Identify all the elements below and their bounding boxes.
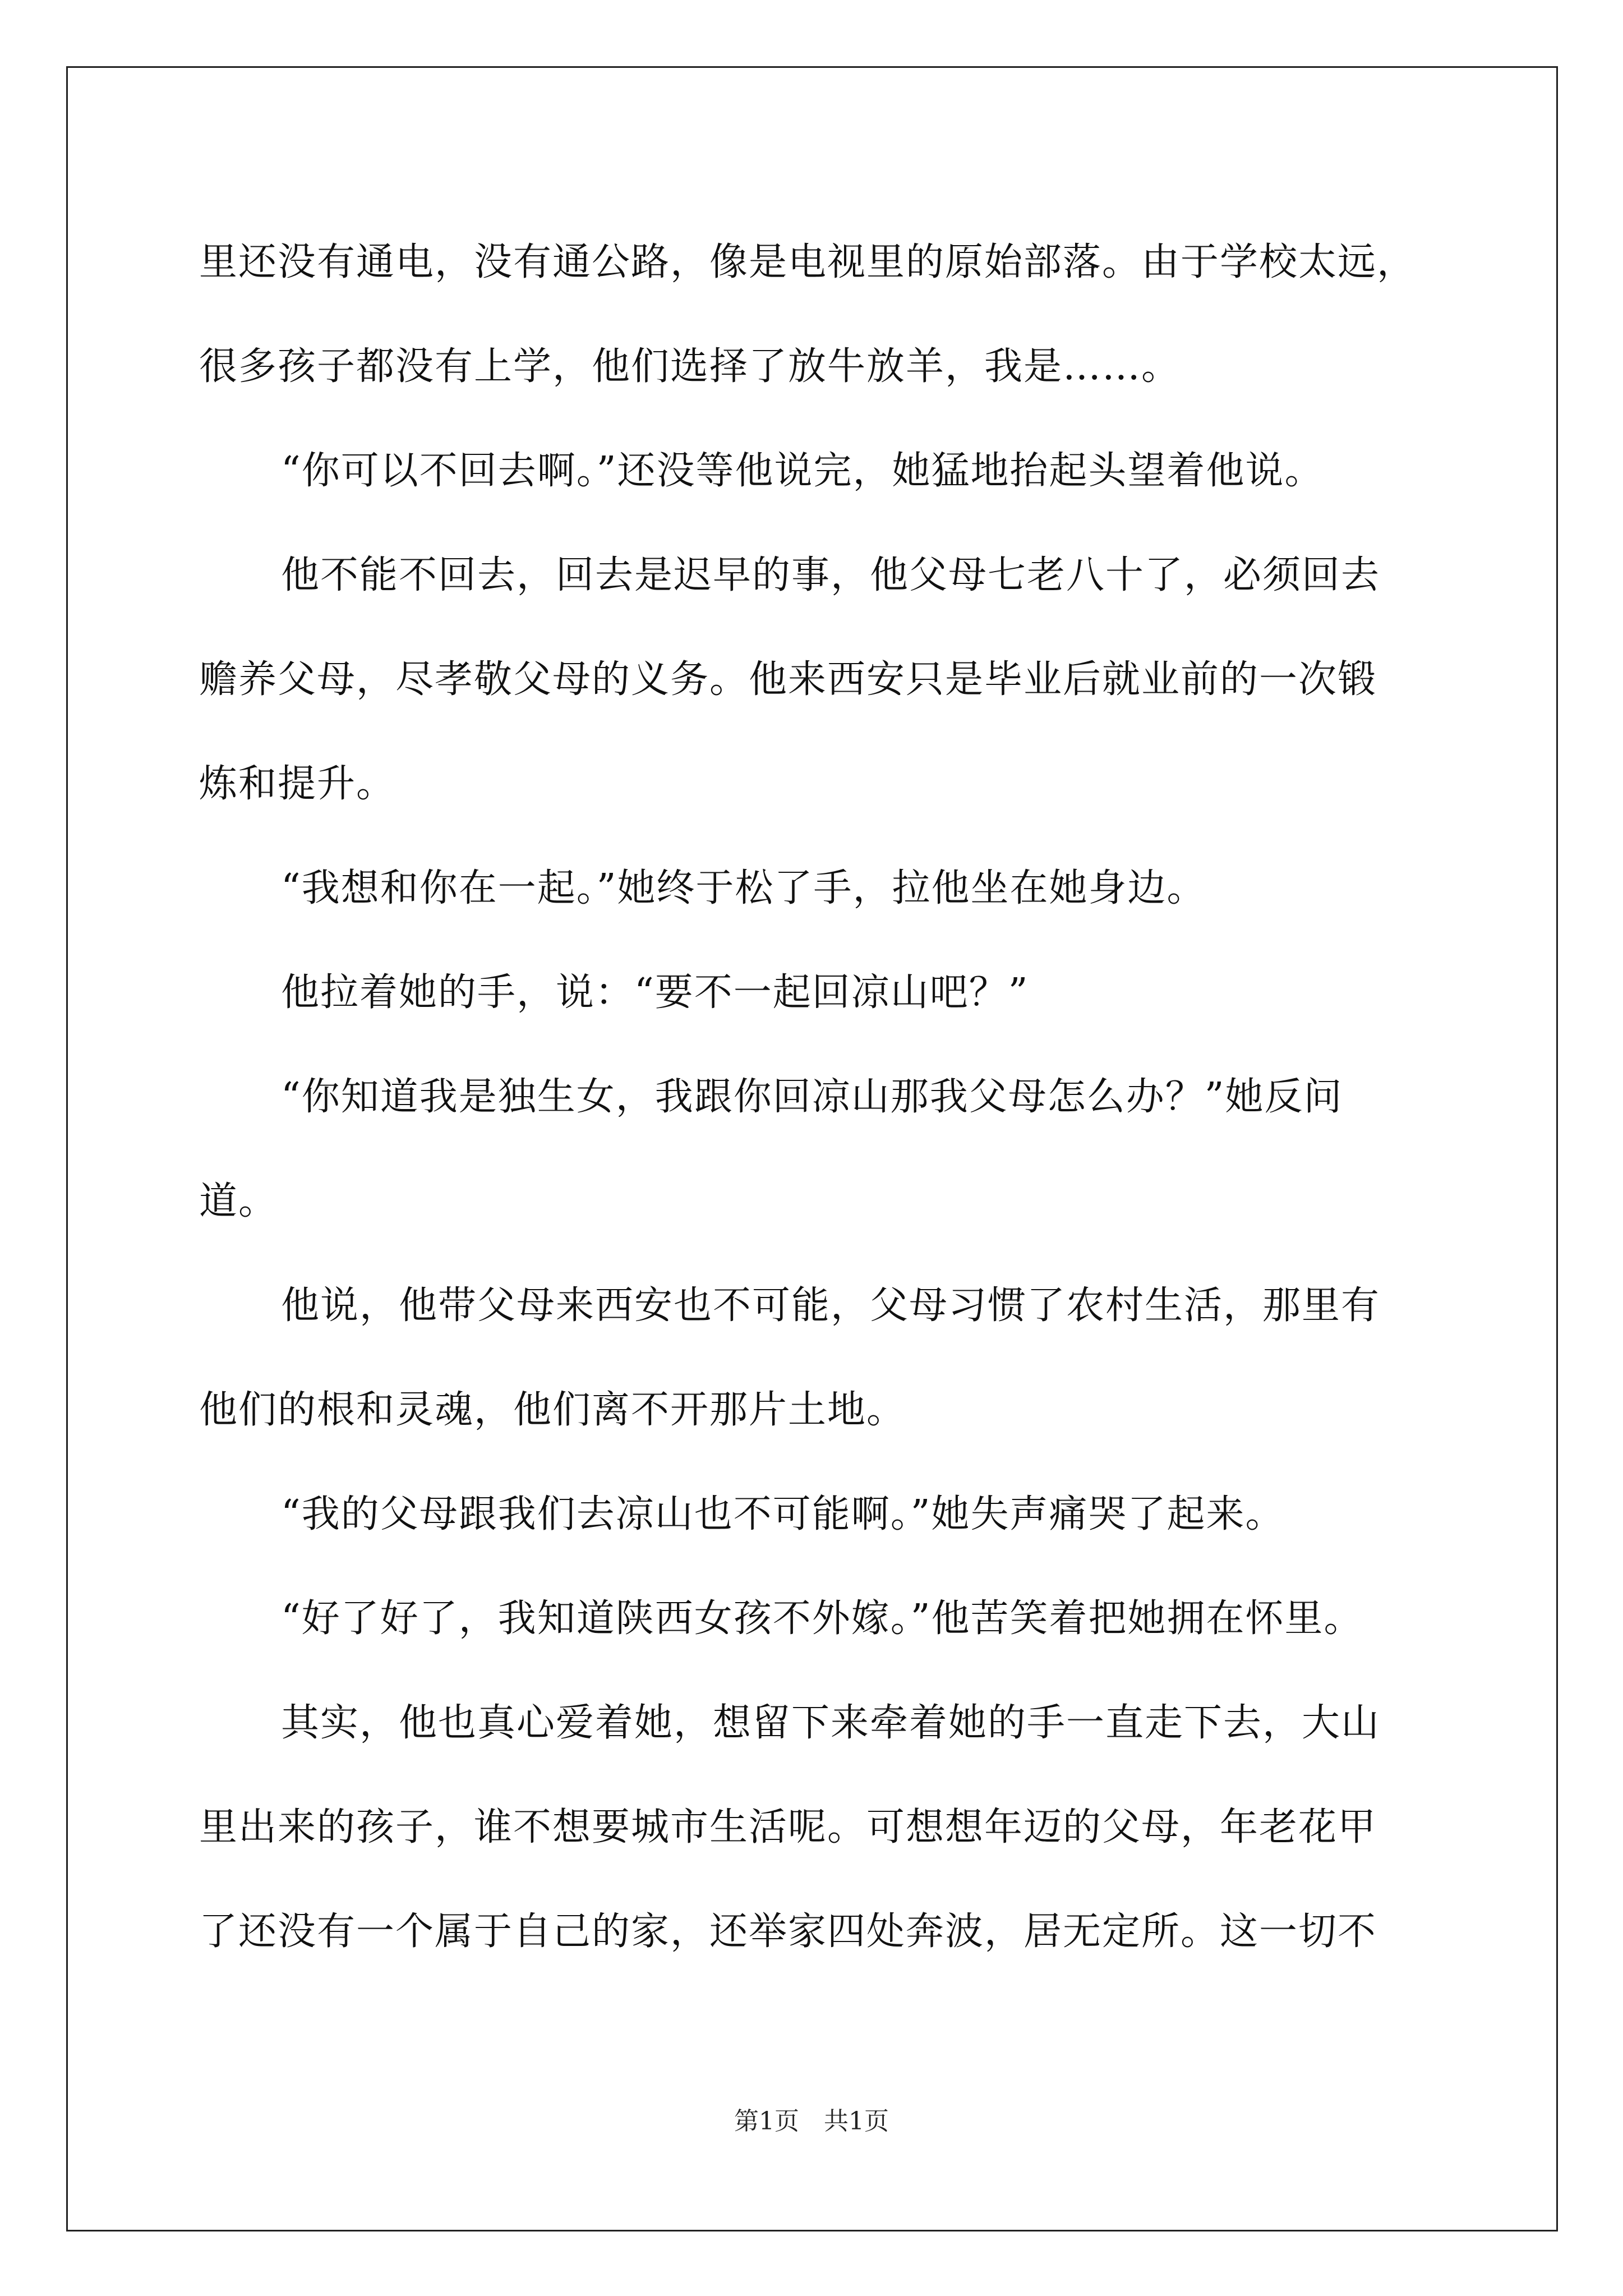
text-line: 炼和提升。: [199, 762, 396, 806]
text-line: 他不能不回去，回去是迟早的事，他父母七老八十了，必须回去: [281, 553, 1381, 597]
text-line: 很多孩子都没有上学，他们选择了放牛放羊，我是……。: [199, 344, 1181, 389]
text-line: 他说，他带父母来西安也不可能，父母习惯了农村生活，那里有: [281, 1283, 1381, 1328]
text-line: 其实，他也真心爱着她，想留下来牵着她的手一直走下去，大山: [281, 1701, 1381, 1745]
text-line: “我想和你在一起。”她终于松了手，拉他坐在她身边。: [281, 866, 1206, 910]
text-line: 他拉着她的手，说：“要不一起回凉山吧？”: [281, 970, 1029, 1015]
text-line: “好了好了，我知道陕西女孩不外嫁。”他苦笑着把她拥在怀里。: [281, 1596, 1363, 1641]
text-line: 道。: [199, 1179, 278, 1223]
text-line: “你知道我是独生女，我跟你回凉山那我父母怎么办？”她反问: [281, 1075, 1343, 1119]
page-number: 第1页 共1页: [734, 2107, 889, 2136]
text-line: 里还没有通电，没有通公路，像是电视里的原始部落。由于学校太远，: [199, 240, 1417, 284]
text-line: “我的父母跟我们去凉山也不可能啊。”她失声痛哭了起来。: [281, 1492, 1285, 1536]
text-line: 里出来的孩子，谁不想要城市生活呢。可想想年迈的父母，年老花甲: [199, 1805, 1377, 1849]
text-line: 赡养父母，尽孝敬父母的义务。他来西安只是毕业后就业前的一次锻: [199, 657, 1377, 702]
text-line: “你可以不回去啊。”还没等他说完，她猛地抬起头望着他说。: [281, 449, 1324, 493]
document-body: [199, 210, 1455, 1984]
text-line: 他们的根和灵魂，他们离不开那片土地。: [199, 1388, 906, 1432]
text-line: 了还没有一个属于自己的家，还举家四处奔波，居无定所。这一切不: [199, 1910, 1377, 1954]
